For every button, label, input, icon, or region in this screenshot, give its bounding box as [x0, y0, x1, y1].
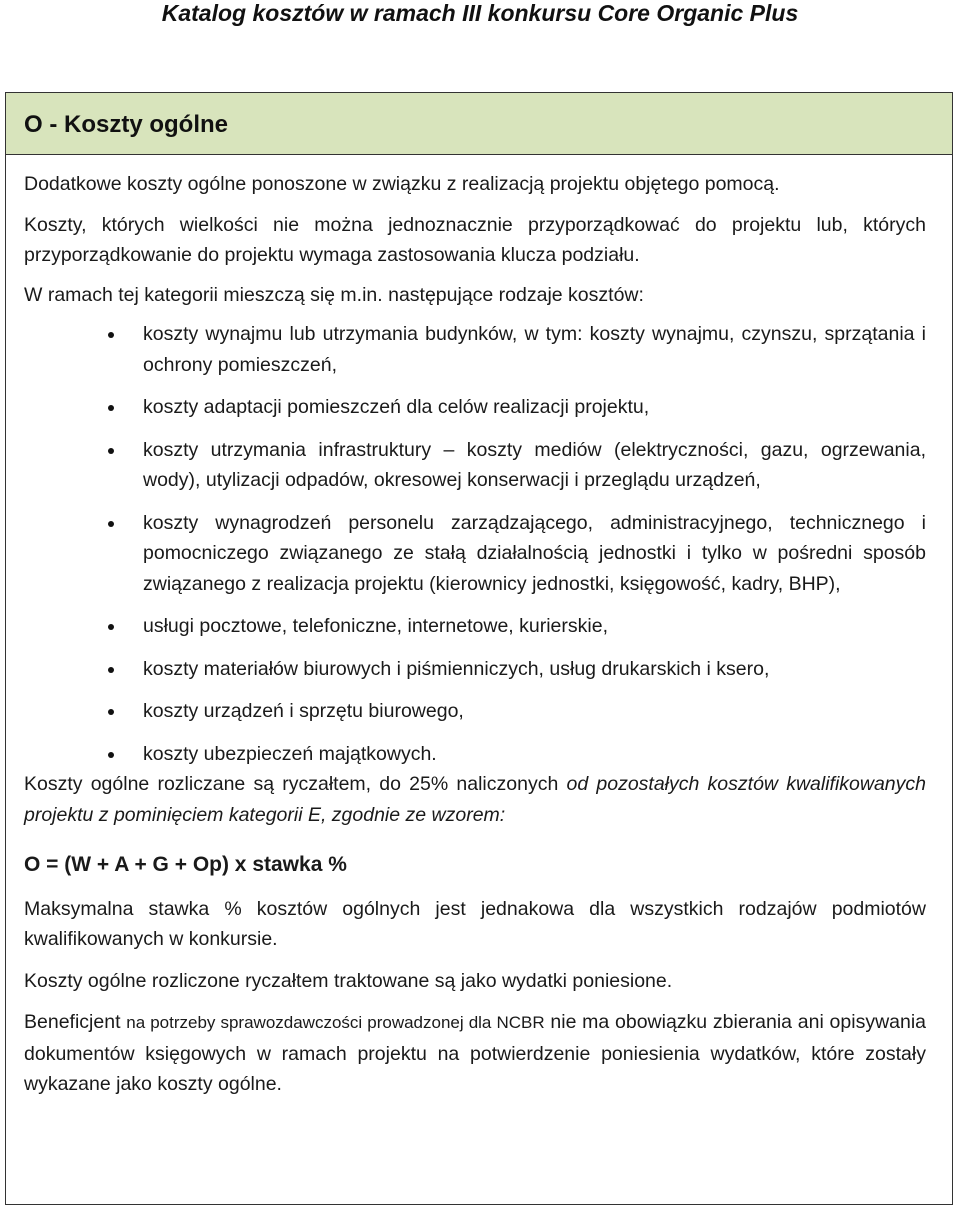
category-header: [6, 93, 952, 155]
list-item: [24, 508, 926, 600]
beneficiary-word: Beneficjent: [24, 1011, 121, 1033]
beneficiary-ncbr-text: na potrzeby sprawozdawczości prowadzonej dla NCBR: [126, 1013, 545, 1032]
list-item: [24, 654, 926, 685]
list-item-text: usługi pocztowe, telefoniczne, internetowe, kurierskie,: [143, 615, 608, 637]
bullet-icon: [108, 521, 114, 527]
list-item-text: koszty wynajmu lub utrzymania budynków, w tym: koszty wynajmu, czynszu, sprzątania i ochrony pomieszczeń,: [143, 323, 926, 376]
intro-paragraph: Dodatkowe koszty ogólne ponoszone w związku z realizacją projektu objętego pomocą.: [24, 173, 780, 195]
cost-category-box: [5, 92, 953, 1205]
intro-paragraph: W ramach tej kategorii mieszczą się m.in. następujące rodzaje kosztów:: [24, 283, 644, 306]
category-heading: O - Koszty ogólne: [24, 111, 228, 138]
list-item: [24, 696, 926, 727]
bullet-icon: [108, 667, 114, 673]
list-item: [24, 319, 926, 380]
list-item-text: koszty utrzymania infrastruktury – koszty mediów (elektryczności, gazu, ogrzewania, wody), utylizacji odpadów, okresowej konserwacji i przeglądu urządzeń,: [143, 438, 926, 491]
list-item: [24, 392, 926, 423]
cost-types-list: [24, 319, 926, 769]
category-content: [6, 155, 952, 1100]
bullet-icon: [108, 405, 114, 411]
intro-paragraph: Koszty, których wielkości nie można jednoznacznie przyporządkować do projektu lub, których przyporządkowanie do projektu wymaga zastosowania klucza podziału.: [24, 213, 926, 266]
flat-rate-rule-text: Koszty ogólne rozliczane są ryczałtem, do 25% naliczonych: [24, 773, 559, 795]
flat-rate-rule: [24, 769, 926, 830]
flat-rate-rule-italic: od pozostałych kosztów kwalifikowanych projektu z pominięciem kategorii E, zgodnie ze wzorem:: [24, 773, 926, 826]
list-item: [24, 435, 926, 496]
bullet-icon: [108, 752, 114, 758]
list-item: [24, 611, 926, 642]
list-item-text: koszty ubezpieczeń majątkowych.: [143, 742, 437, 765]
bullet-icon: [108, 448, 114, 454]
cost-formula: O = (W + A + G + Op) x stawka %: [24, 853, 347, 876]
list-item-text: koszty adaptacji pomieszczeń dla celów realizacji projektu,: [143, 396, 650, 418]
flat-rate-paragraph: Koszty ogólne rozliczone ryczałtem traktowane są jako wydatki poniesione.: [24, 969, 673, 992]
beneficiary-paragraph: [24, 1007, 926, 1100]
bullet-icon: [108, 332, 114, 338]
list-item-text: koszty wynagrodzeń personelu zarządzającego, administracyjnego, technicznego i pomocniczego związanego ze stałą działalnością jednostki i tylko w pośredni sposób związanego z realizacja projektu (kierownicy jednostki, księgowość, kadry, BHP),: [143, 511, 926, 595]
beneficiary-rest-text: nie ma obowiązku zbierania ani opisywania dokumentów księgowych w ramach projektu na potwierdzenie poniesienia wydatków, które zostały wykazane jako koszty ogólne.: [24, 1011, 927, 1095]
bullet-icon: [108, 709, 114, 715]
list-item: [24, 739, 926, 770]
list-item-text: koszty materiałów biurowych i piśmienniczych, usług drukarskich i ksero,: [143, 657, 770, 680]
max-rate-paragraph: Maksymalna stawka % kosztów ogólnych jest jednakowa dla wszystkich rodzajów podmiotów kwalifikowanych w konkursie.: [24, 897, 926, 950]
list-item-text: koszty urządzeń i sprzętu biurowego,: [143, 700, 464, 722]
document-title: Katalog kosztów w ramach III konkursu Core Organic Plus: [161, 0, 799, 26]
bullet-icon: [108, 624, 114, 630]
